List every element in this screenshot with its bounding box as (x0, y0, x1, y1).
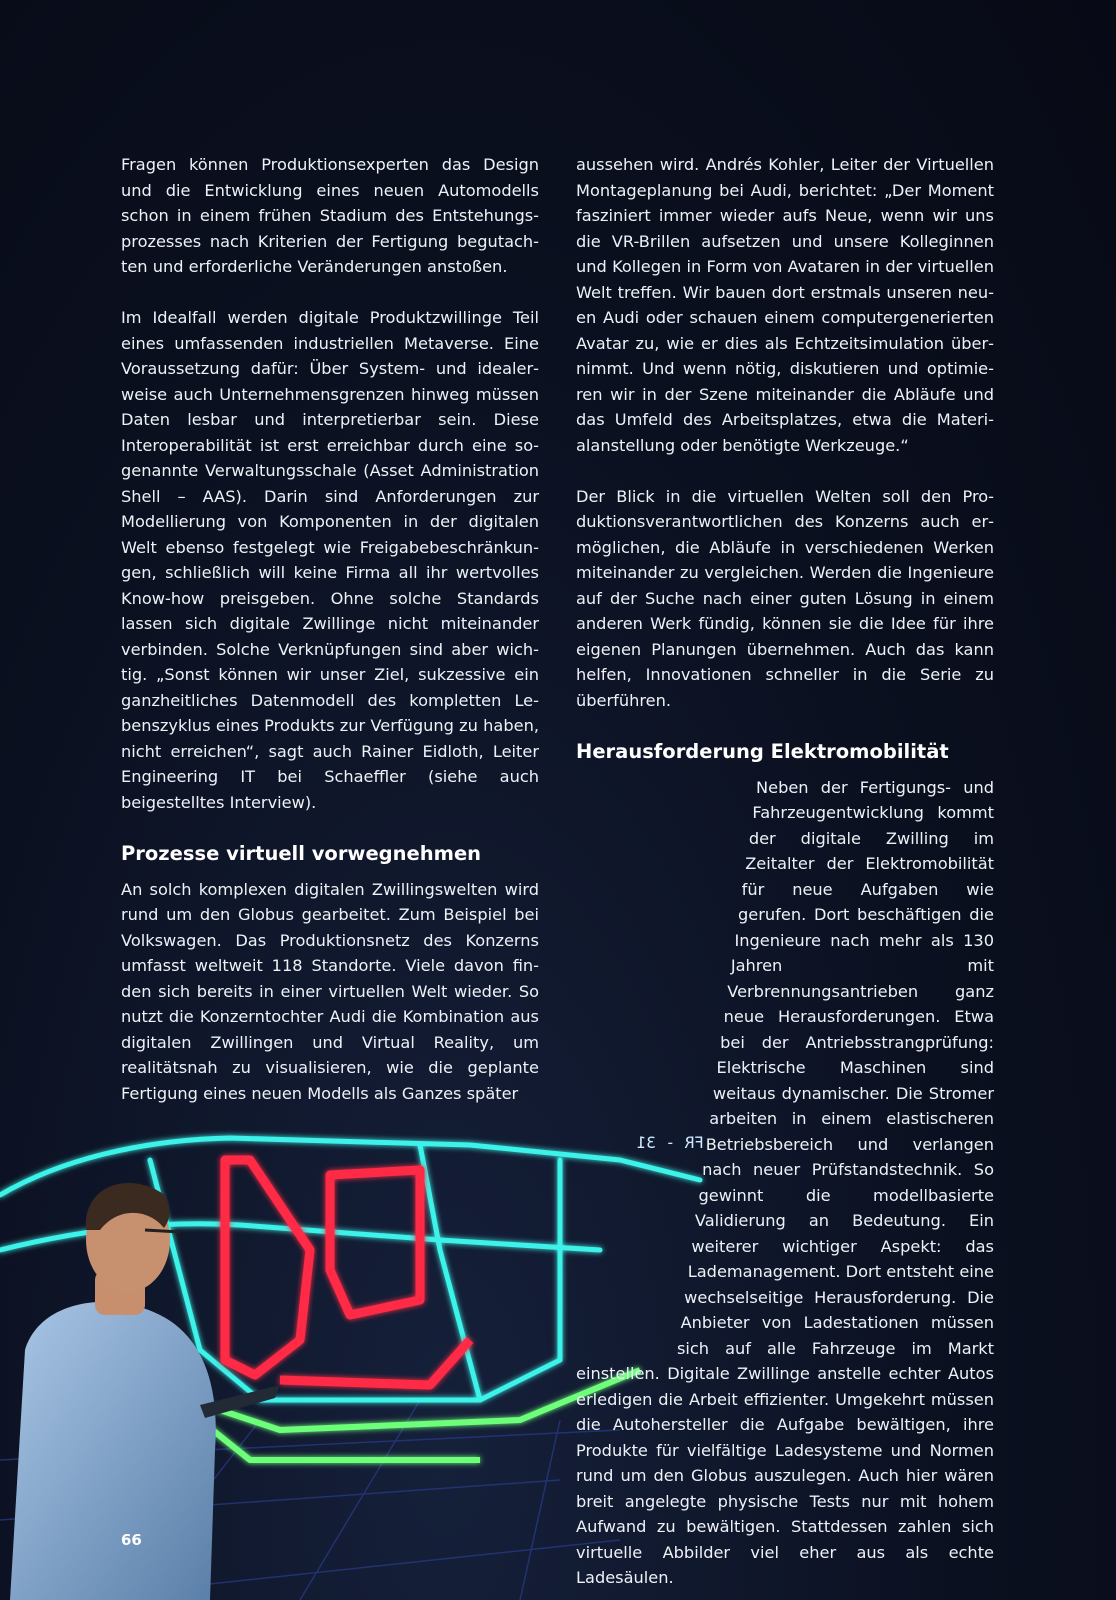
engineer-figure (10, 1183, 280, 1600)
right-column (576, 152, 994, 1591)
image-tag-label: FR - 31 (636, 1133, 704, 1152)
door-frame-structure (225, 1160, 470, 1385)
section-heading-electromobility: Herausforderung Elektromobilität (576, 739, 949, 763)
right-paragraph-2: Der Blick in die virtuellen Welten soll den Produktionsverantwortlichen des Konzerns auch ermöglichen, die Abläufe in verschiedenen Werken miteinander zu vergleichen. Werden die Ingenieure auf der Suche nach einer guten Lösung in einem anderen Werk fündig, können sie die Idee für ihre eigenen Planungen übernehmen. Auch das kann helfen, Innovationen schneller in die Serie zu überführen. (576, 486, 994, 710)
engineer-glasses (145, 1230, 180, 1232)
left-paragraph-3: An solch komplexen digitalen Zwillingswelten wird rund um den Globus gearbeitet. Zum Beispiel bei Volkswagen. Das Produktionsnetz des Konzerns umfasst weltweit 118 Standorte. Viele davon finden sich bereits in einer virtuellen Welt wieder. So nutzt die Konzerntochter Audi die Kombination aus digitalen Zwillingen und Virtual Reality, um realitätsnah zu visualisieren, wie die geplante Fertigung eines neuen Modells als Ganzes später (121, 879, 539, 1103)
right-paragraph-1: aussehen wird. Andrés Kohler, Leiter der Virtuellen Montageplanung bei Audi, berichtet: „Der Moment fasziniert immer wieder aufs Neue, wenn wir uns die VR-Brillen aufsetzen und unsere Kolleginnen und Kollegen in Form von Avataren in der virtuellen Welt treffen. Wir bauen dort erstmals unseren neuen Audi oder schauen einem computergenerierten Avatar zu, wie er dies als Echtzeitsimulation übernimmt. Und wenn nötig, diskutieren und optimieren wir in der Szene miteinander die Abläufe und das Umfeld des Arbeitsplatzes, etwa die Materialanstellung oder benötigte Werkzeuge.“ (576, 155, 994, 455)
right-paragraph-3 (576, 775, 994, 1591)
page-number: 66 (121, 1531, 142, 1549)
left-paragraph-2: Im Idealfall werden digitale Produktzwillinge Teil eines umfassenden industriellen Metaverse. Eine Voraussetzung dafür: Über System- und idealerweise auch Unternehmensgrenzen hinweg müssen Daten lesbar und interpretierbar sein. Diese Interoperabilität ist erst erreichbar durch eine sogenannte Verwaltungsschale (Asset Administration Shell – AAS). Darin sind Anforderungen zur Modellierung von Komponenten in der digitalen Welt ebenso festgelegt wie Freigabebeschränkungen, schließlich will keine Firma all ihr wertvolles Know-how preisgeben. Ohne solche Standards lassen sich digitale Zwillinge nicht miteinander verbinden. Solche Verknüpfungen sind aber wichtig. „Sonst können wir unser Ziel, sukzessive ein ganzheitliches Datenmodell des kompletten Lebenszyklus eines Produkts zur Verfügung zu haben, nicht erreichen“, sagt auch Rainer Eidloth, Leiter Engineering IT bei Schaeffler (siehe auch beigestelltes Interview). (121, 308, 539, 812)
right-paragraph-3-text: Neben der Fertigungs- und Fahrzeugentwicklung kommt der digitale Zwilling im Zeitalter der Elektromobilität für neue Aufgaben wie gerufen. Dort beschäftigen die Ingenieure nach mehr als 130 Jahren mit Verbrennungsantrieben ganz neue Herausforderungen. Etwa bei der Antriebsstrangprüfung: Elektrische Maschinen sind weitaus dynamischer. Die Stromer arbeiten in einem elastischeren Betriebsbereich und verlangen nach neuer Prüfstandstechnik. So gewinnt die modellbasierte Validierung an Bedeutung. Ein weiterer wichtiger Aspekt: das Lademanagement. Dort entsteht eine wechselseitige Herausforderung. Die Anbieter von Ladestationen müssen sich auf alle Fahrzeuge im Markt einstellen. Digitale Zwillinge anstelle echter Autos erledigen die Arbeit effizienter. Umgekehrt müssen die Autohersteller die Aufgabe bewältigen, ihre Produkte für vielfältige Ladesysteme und Normen rund um den Globus auszulegen. Auch hier wären breit angelegte physische Tests nur mit hohem Aufwand zu bewältigen. Stattdessen zahlen sich virtuelle Abbilder viel eher aus als echte Ladesäulen. (576, 777, 994, 1587)
right-paragraph-3-wrapper (576, 775, 994, 1591)
engineer-shirt (10, 1302, 216, 1600)
section-heading-processes: Prozesse virtuell vorwegnehmen (121, 841, 482, 865)
left-paragraph-1: Fragen können Produktionsexperten das Design und die Entwicklung eines neuen Automodells schon in einem frühen Stadium des Entstehungsprozesses nach Kriterien der Fertigung begutachten und erforderliche Veränderungen anstoßen. (121, 155, 539, 276)
left-column (121, 152, 539, 1132)
